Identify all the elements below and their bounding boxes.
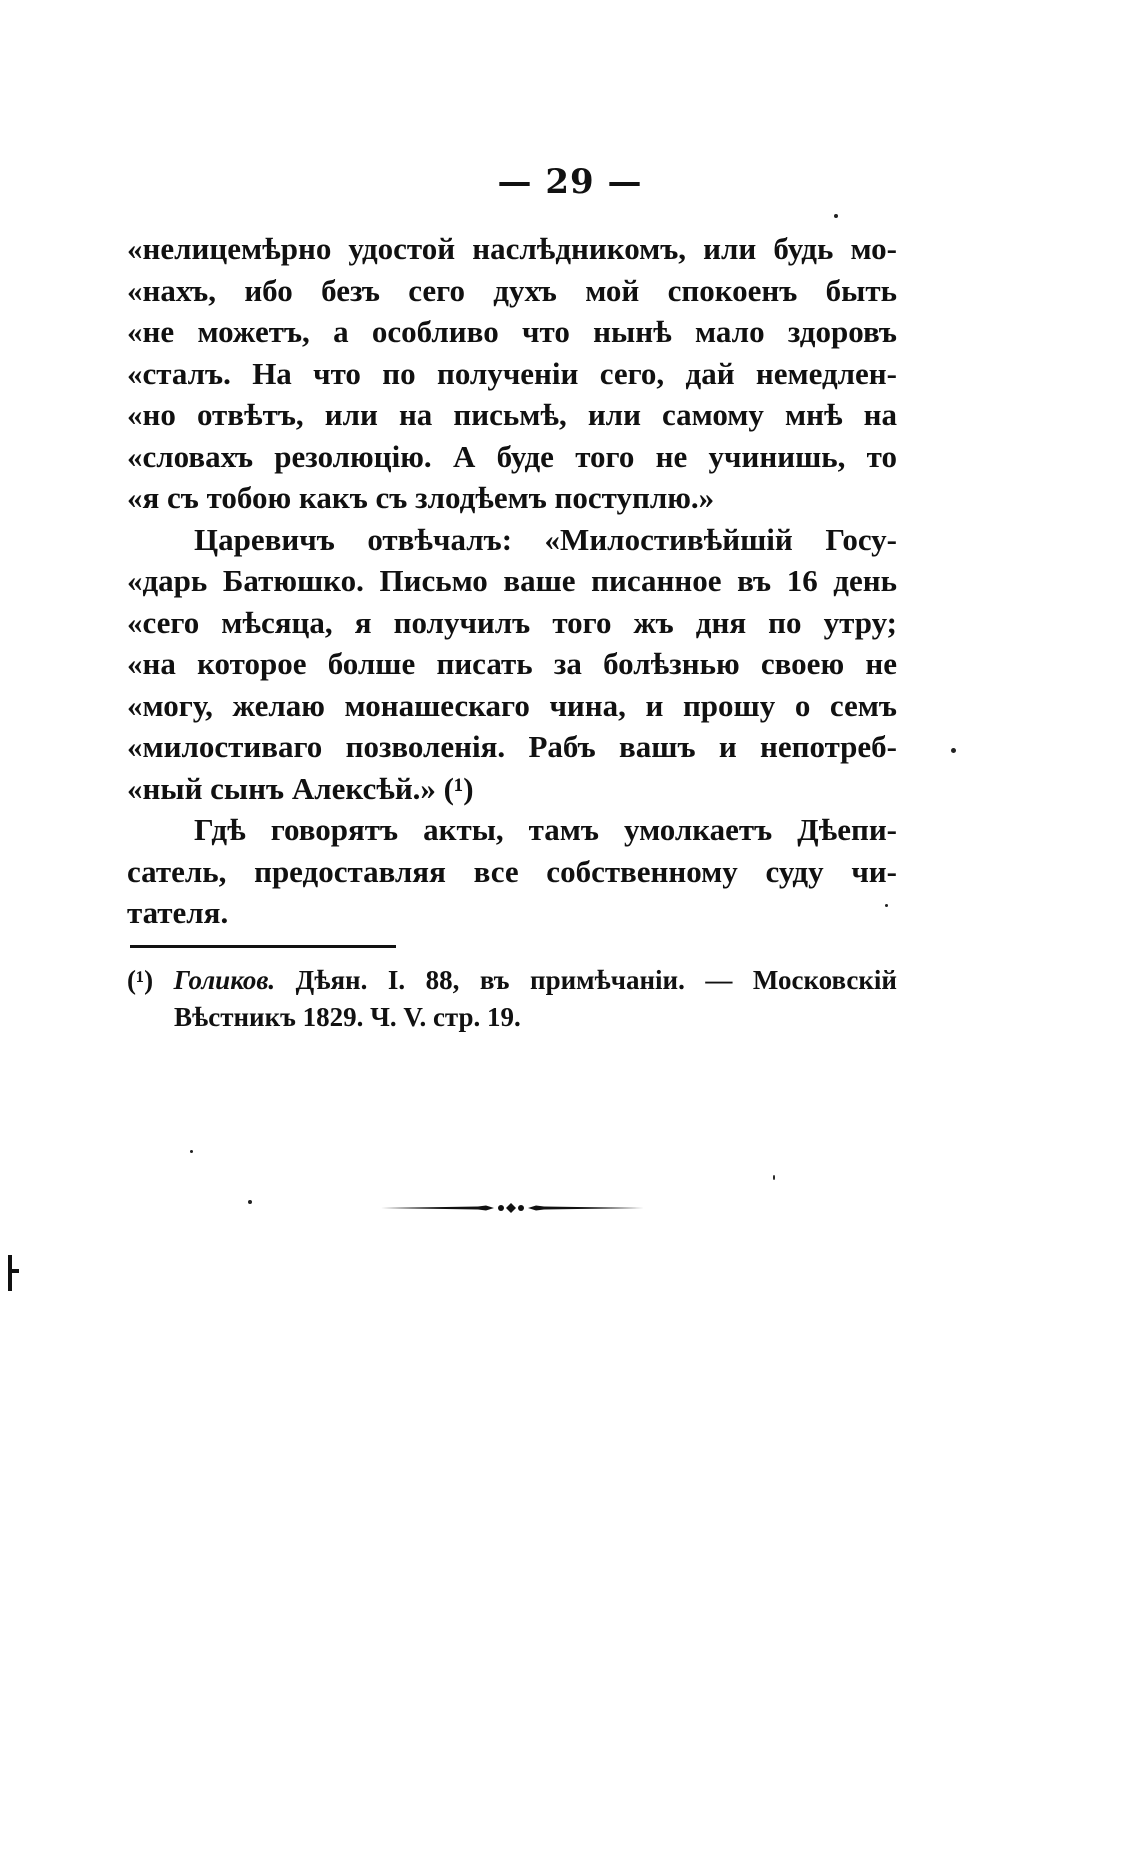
footnote-author: Голиков. <box>173 965 276 995</box>
footnote-line <box>127 962 897 999</box>
text-line: «могу, желаю монашескаго чина, и прошу о семъ <box>127 687 897 723</box>
text-line: «сего мѣсяца, я получилъ того жъ дня по утру; <box>127 604 897 640</box>
text-line: «сталъ. На что по полученіи сего, дай немедлен- <box>127 355 897 391</box>
text-line: тателя. <box>127 895 229 930</box>
print-speck <box>190 1150 193 1153</box>
footnote-marker: (¹) <box>127 965 154 995</box>
text-line: «не можетъ, а особливо что нынѣ мало здоровъ <box>127 314 897 349</box>
text-line: «я съ тобою какъ съ злодѣемъ поступлю.» <box>127 480 715 515</box>
text-line: «нахъ, ибо безъ сего духъ мой спокоенъ быть <box>127 272 897 308</box>
text-line: «ный сынъ Алексѣй.» (¹) <box>127 770 474 806</box>
text-line: сатель, предоставляя все собственному суду чи- <box>127 853 897 889</box>
paragraph-start-line: Царевичъ отвѣчалъ: «Милостивѣйшій Госу- <box>194 521 897 557</box>
margin-mark <box>8 1255 12 1291</box>
text-line: «милостиваго позволенія. Рабъ вашъ и непотреб- <box>127 729 897 764</box>
text-line: «на которое болше писать за болѣзнью своею не <box>127 646 897 681</box>
print-speck <box>773 1175 775 1180</box>
print-speck <box>248 1200 252 1204</box>
text-line: «но отвѣтъ, или на письмѣ, или самому мнѣ на <box>127 397 897 432</box>
print-speck <box>951 748 956 753</box>
body-text <box>127 228 897 934</box>
end-ornament <box>378 1196 644 1220</box>
page-number: — 29 — <box>497 162 643 202</box>
print-speck <box>834 214 838 218</box>
footnote-divider <box>130 945 396 948</box>
footnote-line: Вѣстникъ 1829. Ч. V. стр. 19. <box>174 1002 521 1032</box>
footnote <box>127 962 897 1036</box>
footnote-citation: Дѣян. I. 88, въ примѣчаніи. — Московскій <box>295 965 897 995</box>
paragraph-start-line: Гдѣ говорятъ акты, тамъ умолкаетъ Дѣепи- <box>194 812 897 847</box>
text-line: «словахъ резолюцію. А буде того не учинишь, то <box>127 438 897 474</box>
text-line: «нелицемѣрно удостой наслѣдникомъ, или будь мо- <box>127 231 897 266</box>
print-speck <box>885 904 888 907</box>
text-line: «дарь Батюшко. Письмо ваше писанное въ 16 день <box>127 563 897 598</box>
